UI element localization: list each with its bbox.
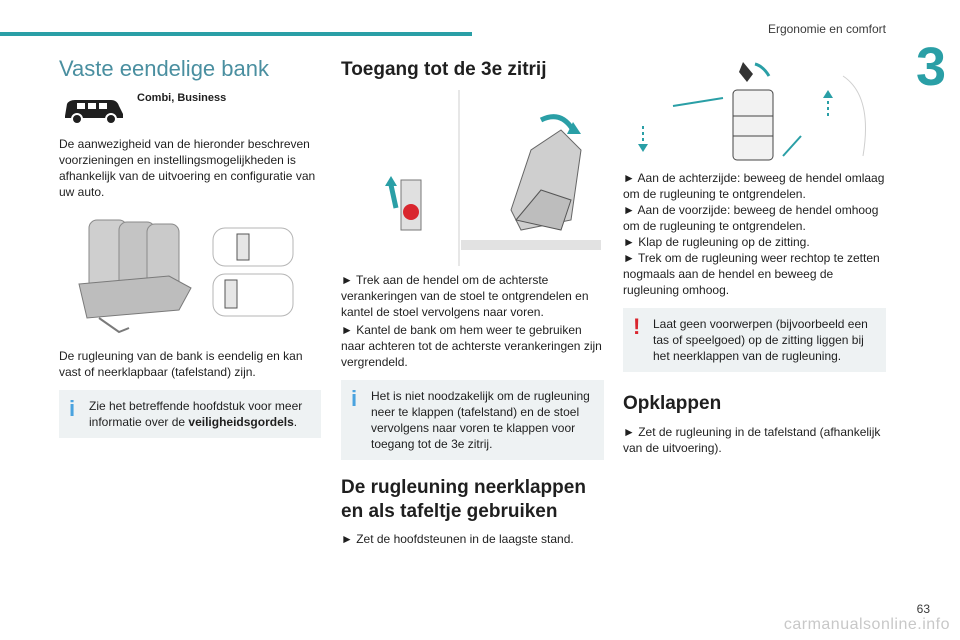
column-1 bbox=[59, 56, 321, 438]
step-rear: ► Aan de achterzijde: beweeg de hendel omlaag om de rugleuning te ontgrendelen. bbox=[623, 171, 885, 201]
column-3 bbox=[623, 56, 886, 456]
step-1: ► Trek aan de hendel om de achterste verankeringen van de stoel te ontgrendelen en kantel de stoel vervolgens naar voren. bbox=[341, 272, 589, 319]
info-text-post: . bbox=[293, 415, 298, 429]
intro-text: De aanwezigheid van de hieronder beschreven voorzieningen en instellingsmogelijkheden is afhankelijk van de uitvoering en configuratie van uw auto. bbox=[59, 137, 316, 199]
step-fold: ► Klap de rugleuning op de zitting. bbox=[623, 235, 810, 249]
section-heading: De rugleuning neerklappen en als tafeltje gebruiken bbox=[341, 476, 586, 522]
warning-icon: ! bbox=[633, 314, 641, 339]
info-text-pre: Zie het betreffende hoofdstuk voor meer informatie over de bbox=[89, 399, 303, 429]
seat-tilt-illustration bbox=[341, 90, 604, 266]
page-number: 63 bbox=[916, 602, 930, 616]
section-heading: Vaste eendelige bank bbox=[59, 56, 269, 81]
van-icon bbox=[61, 94, 125, 126]
info-icon: i bbox=[351, 385, 358, 411]
warning-text: Laat geen voorwerpen (bijvoorbeeld een tas of speelgoed) op de zitting liggen bij het neerklappen van de rugleuning. bbox=[653, 317, 868, 363]
backrest-lever-illustration bbox=[623, 56, 886, 162]
info-box bbox=[341, 380, 604, 460]
info-icon: i bbox=[69, 396, 76, 421]
bench-description: De rugleuning van de bank is eendelig en kan vast of neerklapbaar (tafelstand) zijn. bbox=[59, 349, 303, 379]
version-row bbox=[59, 90, 321, 130]
watermark: carmanualsonline.info bbox=[783, 616, 950, 633]
step-raise: ► Trek om de rugleuning weer rechtop te zetten nogmaals aan de hendel en beweeg de rugleuning omhoog. bbox=[623, 251, 880, 297]
section-title: Ergonomie en comfort bbox=[767, 22, 886, 36]
step-3: ► Zet de hoofdsteunen in de laagste stand. bbox=[341, 532, 574, 547]
column-2 bbox=[341, 56, 604, 547]
bench-illustration bbox=[59, 214, 321, 338]
warning-box bbox=[623, 308, 886, 372]
backrest-levers-illustration bbox=[623, 56, 886, 162]
info-text: Het is niet noodzakelijk om de rugleuning neer te klappen (tafelstand) en de stoel vervolgens naar voren te klappen voor toegang tot de 3e zitrij. bbox=[371, 388, 590, 451]
section-heading: Toegang tot de 3e zitrij bbox=[341, 59, 547, 80]
bench-seat-illustration bbox=[59, 214, 321, 338]
chapter-tab bbox=[898, 0, 960, 110]
third-row-access-illustration bbox=[341, 90, 604, 266]
chapter-number: 3 bbox=[915, 37, 946, 97]
header-accent-bar bbox=[0, 32, 472, 36]
steps-list bbox=[623, 170, 886, 298]
info-box bbox=[59, 390, 321, 438]
versions-label: Combi, Business bbox=[137, 92, 227, 104]
step-front: ► Aan de voorzijde: beweeg de hendel omhoog om de rugleuning te ontgrendelen. bbox=[623, 203, 879, 233]
step-unfold: ► Zet de rugleuning in de tafelstand (afhankelijk van de uitvoering). bbox=[623, 424, 881, 455]
info-text-bold[interactable]: veiligheidsgordels bbox=[188, 415, 294, 429]
step-2: ► Kantel de bank om hem weer te gebruiken naar achteren tot de achterste verankeringen zijn vergrendeld. bbox=[341, 322, 602, 369]
section-heading: Opklappen bbox=[623, 393, 722, 414]
